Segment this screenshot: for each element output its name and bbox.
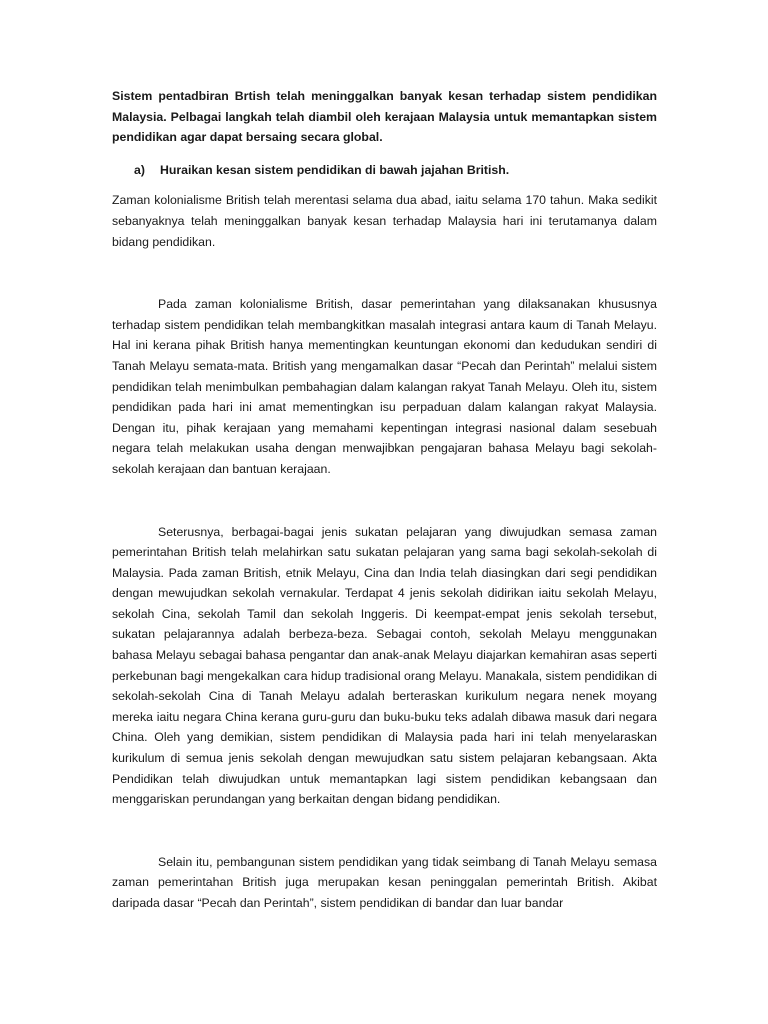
body-paragraph-4: Selain itu, pembangunan sistem pendidikan yang tidak seimbang di Tanah Melayu semasa zaman pemerintahan British juga merupakan kesan peninggalan pemerintah British. Akibat daripada dasar “Pecah dan Perintah”, sistem pendidikan di bandar dan luar bandar — [112, 854, 657, 910]
question-text: Huraikan kesan sistem pendidikan di bawah jajahan British. — [160, 162, 510, 177]
question-marker: a) — [134, 162, 145, 177]
body-paragraph-2: Pada zaman kolonialisme British, dasar pemerintahan yang dilaksanakan khususnya terhadap sistem pendidikan telah membangkitkan masalah integrasi antara kaum di Tanah Melayu. Hal ini kerana pihak British hanya mementingkan keuntungan ekonomi dan kedudukan sendiri di Tanah Melayu semata-mata. British yang mengamalkan dasar “Pecah dan Perintah” melalui sistem pendidikan telah menimbulkan pembahagian dalam kalangan rakyat Tanah Melayu. Oleh itu, sistem pendidikan pada hari ini amat mementingkan isu perpaduan dalam kalangan rakyat Malaysia. Dengan itu, pihak kerajaan yang memahami kepentingan integrasi nasional dalam sesebuah negara telah melakukan usaha dengan menwajibkan pengajaran bahasa Melayu bagi sekolah-sekolah kerajaan dan bantuan kerajaan. — [112, 297, 657, 476]
question-item — [112, 160, 657, 181]
document-page — [112, 86, 657, 914]
body-paragraph-1: Zaman kolonialisme British telah merentasi selama dua abad, iaitu selama 170 tahun. Maka sedikit sebanyaknya telah meninggalkan banyak kesan terhadap Malaysia hari ini terutamanya dalam bidang pendidikan. — [112, 193, 657, 249]
spacer — [112, 180, 657, 190]
spacer — [112, 810, 657, 852]
body-paragraph-3: Seterusnya, berbagai-bagai jenis sukatan pelajaran yang diwujudkan semasa zaman pemerintahan British telah melahirkan satu sukatan pelajaran yang sama bagi sekolah-sekolah di Malaysia. Pada zaman British, etnik Melayu, Cina dan India telah diasingkan dari segi pendidikan dengan mewujudkan sekolah vernakular. Terdapat 4 jenis sekolah didirikan iaitu sekolah Melayu, sekolah Cina, sekolah Tamil dan sekolah Inggeris. Di keempat-empat jenis sekolah tersebut, sukatan pelajarannya adalah berbeza-beza. Sebagai contoh, sekolah Melayu menggunakan bahasa Melayu sebagai bahasa pengantar dan anak-anak Melayu diajarkan kemahiran asas seperti perkebunan bagi mengekalkan cara hidup tradisional orang Melayu. Manakala, sistem pendidikan di sekolah-sekolah Cina di Tanah Melayu adalah berteraskan kurikulum negara nenek moyang mereka iaitu negara China kerana guru-guru dan buku-buku teks adalah dibawa masuk dari negara China. Oleh yang demikian, sistem pendidikan di Malaysia pada hari ini telah menyelaraskan kurikulum di semua jenis sekolah dengan mewujudkan satu sistem pelajaran kebangsaan. Akta Pendidikan telah diwujudkan untuk memantapkan lagi sistem pendidikan kebangsaan dan menggariskan perundangan yang berkaitan dengan bidang pendidikan. — [112, 524, 657, 807]
spacer — [112, 252, 657, 294]
intro-paragraph: Sistem pentadbiran Brtish telah meninggalkan banyak kesan terhadap sistem pendidikan Malaysia. Pelbagai langkah telah diambil oleh kerajaan Malaysia untuk memantapkan sistem pendidikan agar dapat bersaing secara global. — [112, 89, 657, 145]
spacer — [112, 480, 657, 522]
